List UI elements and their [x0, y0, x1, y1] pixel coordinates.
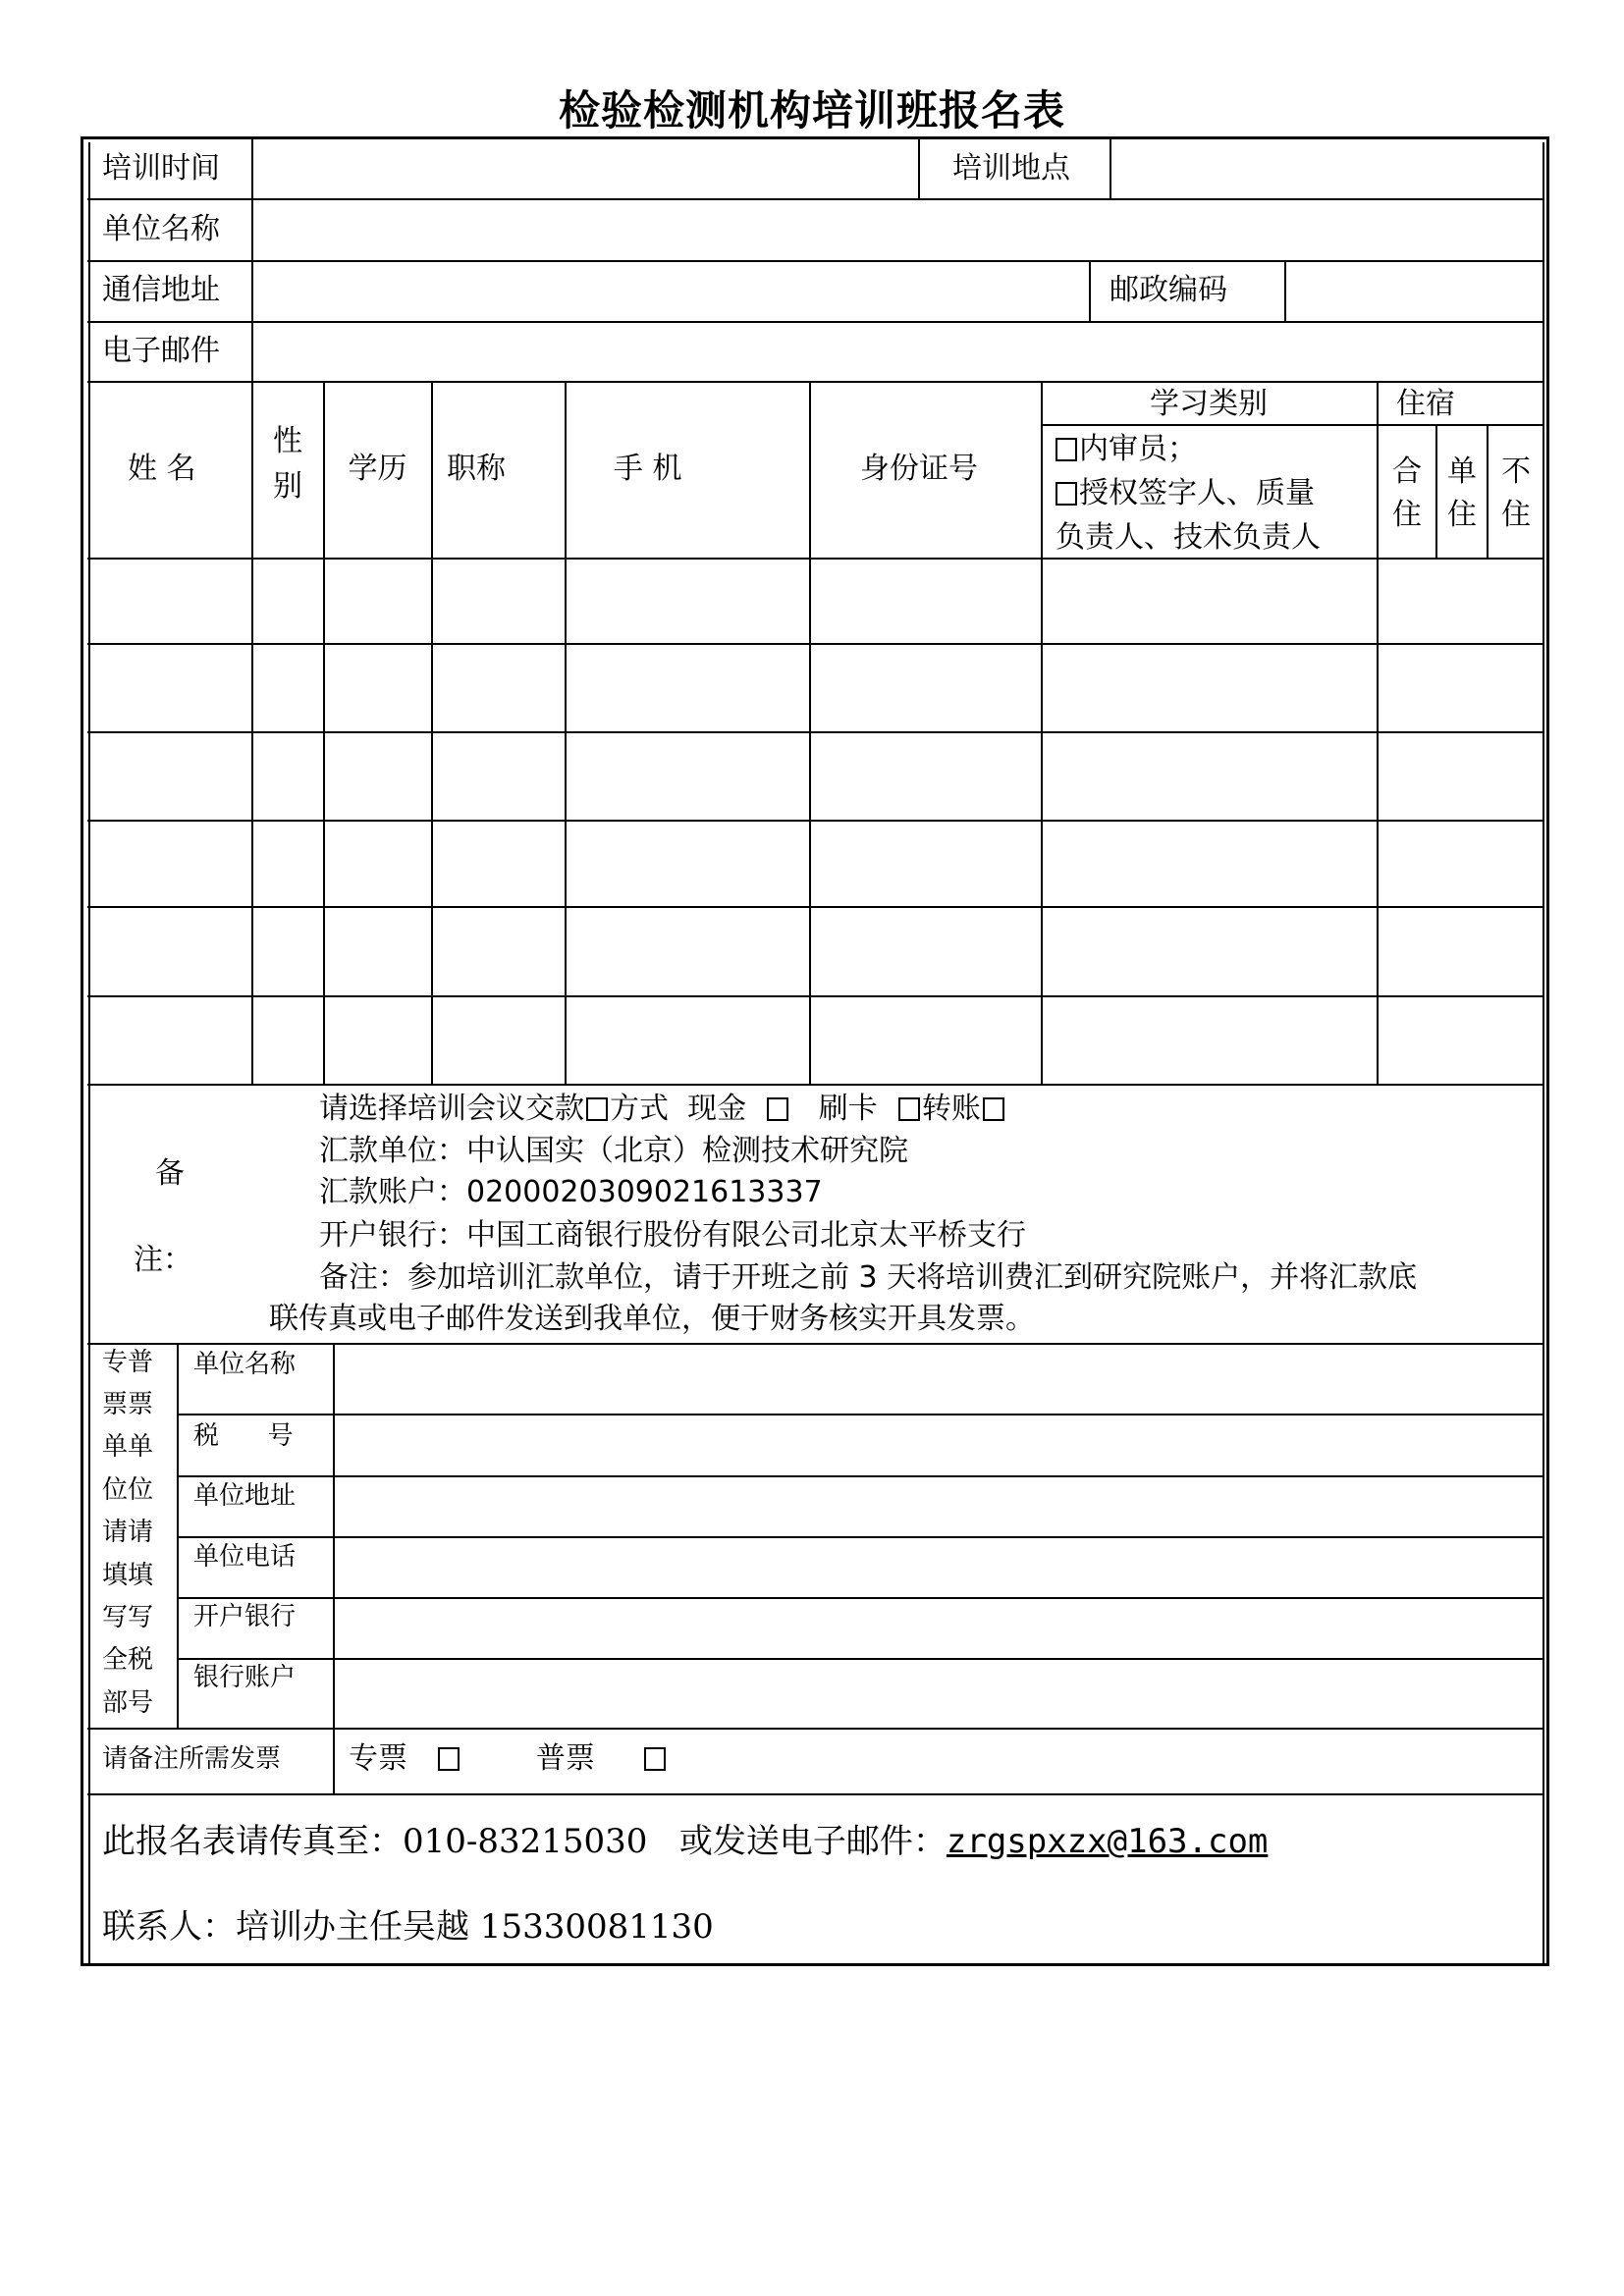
invoice-bank-field[interactable] [335, 1599, 1543, 1657]
invoice-side-4: 位位 [102, 1475, 154, 1505]
invoice-normal-label: 普票 [535, 1741, 595, 1776]
invoice-special-checkbox[interactable] [438, 1747, 460, 1771]
invoice-label-bank: 开户银行 [193, 1602, 297, 1631]
payment-transfer-checkbox[interactable] [983, 1097, 1004, 1121]
training-time-field[interactable] [253, 141, 916, 196]
table-row[interactable] [89, 645, 1543, 730]
col-study-category: 学习类别 [1150, 387, 1268, 421]
form-title: 检验检测机构培训班报名表 [558, 86, 1065, 134]
checkbox-icon[interactable] [1056, 438, 1077, 461]
col-gender-1: 性 [273, 424, 302, 458]
invoice-side-7: 写写 [102, 1603, 154, 1632]
checkbox-icon[interactable] [586, 1097, 608, 1121]
checkbox-icon[interactable] [1056, 482, 1077, 506]
label-postal-code: 邮政编码 [1110, 273, 1227, 307]
invoice-company-field[interactable] [335, 1345, 1543, 1413]
option-authorized-signatory[interactable] [1054, 476, 1315, 511]
payee-line: 汇款单位：中认国实（北京）检测技术研究院 [319, 1134, 908, 1168]
invoice-special-label: 专票 [349, 1741, 407, 1776]
option-internal-auditor[interactable] [1054, 432, 1197, 467]
table-row[interactable] [89, 908, 1543, 994]
remarks-label-2: 注： [134, 1243, 192, 1277]
table-row[interactable] [89, 822, 1543, 905]
contact-line: 联系人：培训办主任吴越 15330081130 [102, 1907, 714, 1947]
accom-none-2: 住 [1501, 498, 1531, 532]
accom-single-1: 单 [1447, 454, 1477, 489]
payment-cash-label: 现金 [687, 1092, 747, 1126]
table-row[interactable] [89, 997, 1543, 1083]
note-line-2: 联传真或电子邮件发送到我单位，便于财务核实开具发票。 [269, 1302, 1035, 1336]
accom-shared-2: 住 [1392, 498, 1422, 532]
accom-shared-1: 合 [1392, 454, 1422, 489]
col-gender-2: 别 [273, 469, 302, 504]
payment-cash-checkbox[interactable] [767, 1097, 788, 1121]
email-field[interactable] [253, 323, 1543, 380]
invoice-type-label: 请备注所需发票 [102, 1744, 282, 1774]
company-name-field[interactable] [253, 200, 1543, 259]
label-training-time: 培训时间 [102, 151, 220, 186]
payment-card-label: 刷卡 [818, 1092, 878, 1126]
label-training-location: 培训地点 [952, 151, 1070, 186]
invoice-side-6: 填填 [102, 1561, 154, 1590]
table-row[interactable] [89, 733, 1543, 819]
invoice-tax-no-field[interactable] [335, 1415, 1543, 1474]
col-id-number: 身份证号 [860, 452, 978, 486]
col-name: 姓 名 [128, 452, 196, 486]
option-authorized-label-2: 负责人、技术负责人 [1056, 520, 1321, 555]
invoice-normal-checkbox[interactable] [644, 1747, 666, 1771]
payment-suffix: 方式 [610, 1092, 669, 1126]
accom-none-1: 不 [1501, 454, 1531, 489]
accom-single-2: 住 [1447, 498, 1477, 532]
col-accommodation: 住宿 [1396, 387, 1455, 421]
invoice-phone-field[interactable] [335, 1538, 1543, 1596]
label-company-name: 单位名称 [102, 212, 220, 246]
invoice-side-5: 请请 [102, 1518, 154, 1547]
col-education: 学历 [348, 452, 407, 486]
payment-card-checkbox[interactable] [898, 1097, 920, 1121]
option-authorized-label-1: 授权签字人、质量 [1079, 476, 1315, 510]
training-location-field[interactable] [1111, 141, 1543, 196]
payment-prefix: 请选择培训会议交款 [319, 1092, 584, 1126]
label-mailing-address: 通信地址 [102, 273, 220, 307]
postal-code-field[interactable] [1286, 262, 1543, 320]
table-row[interactable] [89, 560, 1543, 642]
note-line-1: 备注：参加培训汇款单位，请于开班之前 3 天将培训费汇到研究院账户，并将汇款底 [319, 1260, 1418, 1295]
payment-method-line [319, 1092, 1006, 1127]
bank-line: 开户银行：中国工商银行股份有限公司北京太平桥支行 [319, 1218, 1026, 1253]
label-email: 电子邮件 [102, 334, 220, 368]
invoice-label-address: 单位地址 [193, 1481, 297, 1511]
option-internal-auditor-label: 内审员； [1079, 432, 1197, 466]
fax-text: 此报名表请传真至：010-83215030 或发送电子邮件： [102, 1822, 947, 1861]
fax-line [102, 1822, 1268, 1861]
account-line: 汇款账户：0200020309021613337 [319, 1175, 823, 1209]
payment-transfer-label: 转账 [921, 1092, 981, 1126]
invoice-side-2: 票票 [102, 1390, 154, 1419]
invoice-side-3: 单单 [102, 1432, 154, 1462]
remarks-label-1: 备 [155, 1156, 185, 1191]
col-title: 职称 [447, 452, 506, 486]
invoice-side-1: 专普 [102, 1348, 154, 1377]
email-link[interactable]: zrgspxzx@163.com [946, 1822, 1269, 1861]
invoice-type-options [349, 1741, 668, 1777]
invoice-label-account: 银行账户 [193, 1663, 297, 1692]
col-mobile: 手 机 [614, 452, 682, 486]
invoice-address-field[interactable] [335, 1477, 1543, 1535]
mailing-address-field[interactable] [253, 262, 1088, 320]
invoice-label-tax-no: 税 号 [193, 1421, 294, 1451]
invoice-side-9: 部号 [102, 1688, 154, 1718]
invoice-account-field[interactable] [335, 1660, 1543, 1727]
invoice-label-company: 单位名称 [193, 1350, 297, 1379]
invoice-side-8: 全税 [102, 1645, 154, 1675]
invoice-label-phone: 单位电话 [193, 1542, 297, 1572]
